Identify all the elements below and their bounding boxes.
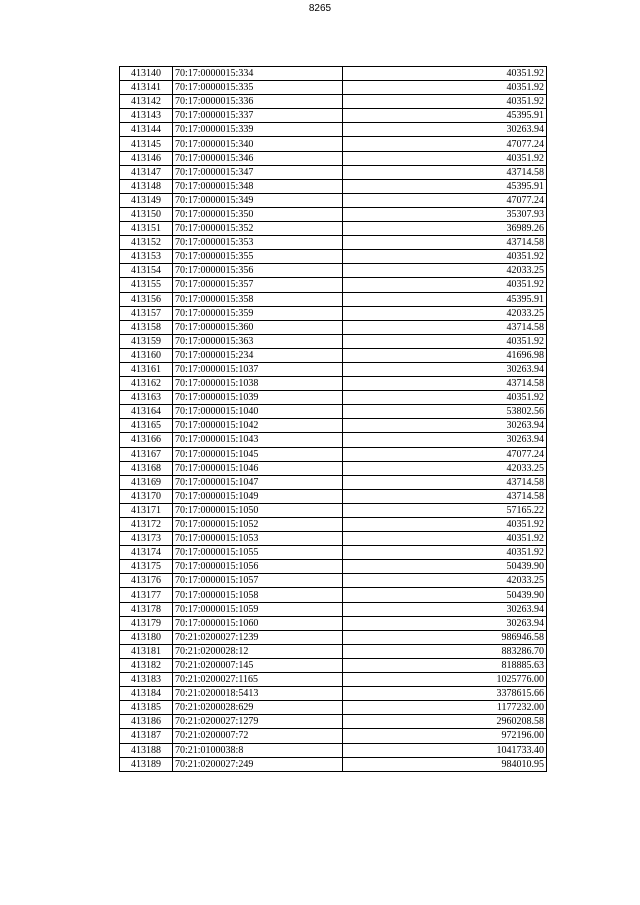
value-cell: 42033.25 bbox=[343, 461, 547, 475]
row-number-cell: 413162 bbox=[120, 377, 173, 391]
row-number-cell: 413167 bbox=[120, 447, 173, 461]
page-number: 8265 bbox=[308, 3, 332, 14]
cadastral-number-cell: 70:17:0000015:340 bbox=[173, 137, 343, 151]
table-row bbox=[120, 334, 547, 348]
cadastral-number-cell: 70:17:0000015:349 bbox=[173, 193, 343, 207]
cadastral-number-cell: 70:17:0000015:352 bbox=[173, 222, 343, 236]
cadastral-number-cell: 70:21:0200027:249 bbox=[173, 757, 343, 771]
value-cell: 50439.90 bbox=[343, 588, 547, 602]
value-cell: 53802.56 bbox=[343, 405, 547, 419]
cadastral-number-cell: 70:21:0200028:12 bbox=[173, 644, 343, 658]
table-row bbox=[120, 757, 547, 771]
value-cell: 42033.25 bbox=[343, 306, 547, 320]
cadastral-number-cell: 70:21:0200007:145 bbox=[173, 658, 343, 672]
row-number-cell: 413158 bbox=[120, 320, 173, 334]
value-cell: 1025776.00 bbox=[343, 673, 547, 687]
value-cell: 818885.63 bbox=[343, 658, 547, 672]
value-cell: 30263.94 bbox=[343, 362, 547, 376]
cadastral-number-cell: 70:21:0200028:629 bbox=[173, 701, 343, 715]
table-row bbox=[120, 123, 547, 137]
table-row bbox=[120, 701, 547, 715]
table-row bbox=[120, 151, 547, 165]
value-cell: 41696.98 bbox=[343, 348, 547, 362]
row-number-cell: 413188 bbox=[120, 743, 173, 757]
cadastral-number-cell: 70:17:0000015:1038 bbox=[173, 377, 343, 391]
table-row bbox=[120, 165, 547, 179]
table-row bbox=[120, 278, 547, 292]
cadastral-number-cell: 70:17:0000015:1037 bbox=[173, 362, 343, 376]
table-row bbox=[120, 377, 547, 391]
row-number-cell: 413171 bbox=[120, 503, 173, 517]
value-cell: 43714.58 bbox=[343, 236, 547, 250]
value-cell: 40351.92 bbox=[343, 151, 547, 165]
row-number-cell: 413186 bbox=[120, 715, 173, 729]
cadastral-number-cell: 70:17:0000015:1055 bbox=[173, 546, 343, 560]
cadastral-number-cell: 70:17:0000015:1057 bbox=[173, 574, 343, 588]
value-cell: 40351.92 bbox=[343, 278, 547, 292]
row-number-cell: 413143 bbox=[120, 109, 173, 123]
row-number-cell: 413148 bbox=[120, 179, 173, 193]
value-cell: 1177232.00 bbox=[343, 701, 547, 715]
value-cell: 30263.94 bbox=[343, 602, 547, 616]
value-cell: 30263.94 bbox=[343, 419, 547, 433]
row-number-cell: 413179 bbox=[120, 616, 173, 630]
row-number-cell: 413174 bbox=[120, 546, 173, 560]
value-cell: 35307.93 bbox=[343, 207, 547, 221]
table-row bbox=[120, 67, 547, 81]
value-cell: 40351.92 bbox=[343, 250, 547, 264]
table-row bbox=[120, 250, 547, 264]
table-row bbox=[120, 264, 547, 278]
table-row bbox=[120, 673, 547, 687]
row-number-cell: 413169 bbox=[120, 475, 173, 489]
cadastral-number-cell: 70:17:0000015:357 bbox=[173, 278, 343, 292]
value-cell: 43714.58 bbox=[343, 377, 547, 391]
value-cell: 2960208.58 bbox=[343, 715, 547, 729]
value-cell: 883286.70 bbox=[343, 644, 547, 658]
cadastral-number-cell: 70:17:0000015:1039 bbox=[173, 391, 343, 405]
table-row bbox=[120, 602, 547, 616]
cadastral-number-cell: 70:17:0000015:355 bbox=[173, 250, 343, 264]
row-number-cell: 413164 bbox=[120, 405, 173, 419]
value-cell: 45395.91 bbox=[343, 109, 547, 123]
row-number-cell: 413156 bbox=[120, 292, 173, 306]
row-number-cell: 413181 bbox=[120, 644, 173, 658]
cadastral-number-cell: 70:17:0000015:360 bbox=[173, 320, 343, 334]
cadastral-number-cell: 70:17:0000015:353 bbox=[173, 236, 343, 250]
value-cell: 45395.91 bbox=[343, 179, 547, 193]
value-cell: 3378615.66 bbox=[343, 687, 547, 701]
row-number-cell: 413176 bbox=[120, 574, 173, 588]
row-number-cell: 413163 bbox=[120, 391, 173, 405]
value-cell: 40351.92 bbox=[343, 67, 547, 81]
cadastral-number-cell: 70:17:0000015:339 bbox=[173, 123, 343, 137]
row-number-cell: 413144 bbox=[120, 123, 173, 137]
row-number-cell: 413185 bbox=[120, 701, 173, 715]
cadastral-number-cell: 70:17:0000015:1052 bbox=[173, 518, 343, 532]
cadastral-number-cell: 70:17:0000015:346 bbox=[173, 151, 343, 165]
value-cell: 47077.24 bbox=[343, 193, 547, 207]
cadastral-number-cell: 70:21:0200007:72 bbox=[173, 729, 343, 743]
cadastral-number-cell: 70:17:0000015:1049 bbox=[173, 489, 343, 503]
cadastral-number-cell: 70:17:0000015:359 bbox=[173, 306, 343, 320]
table-row bbox=[120, 95, 547, 109]
row-number-cell: 413157 bbox=[120, 306, 173, 320]
value-cell: 40351.92 bbox=[343, 532, 547, 546]
row-number-cell: 413182 bbox=[120, 658, 173, 672]
row-number-cell: 413166 bbox=[120, 433, 173, 447]
value-cell: 40351.92 bbox=[343, 391, 547, 405]
table-row bbox=[120, 532, 547, 546]
table-row bbox=[120, 348, 547, 362]
table-row bbox=[120, 391, 547, 405]
table-row bbox=[120, 207, 547, 221]
table-row bbox=[120, 503, 547, 517]
value-cell: 57165.22 bbox=[343, 503, 547, 517]
row-number-cell: 413154 bbox=[120, 264, 173, 278]
row-number-cell: 413183 bbox=[120, 673, 173, 687]
value-cell: 42033.25 bbox=[343, 264, 547, 278]
row-number-cell: 413152 bbox=[120, 236, 173, 250]
table-row bbox=[120, 630, 547, 644]
value-cell: 972196.00 bbox=[343, 729, 547, 743]
cadastral-number-cell: 70:17:0000015:363 bbox=[173, 334, 343, 348]
row-number-cell: 413146 bbox=[120, 151, 173, 165]
table-row bbox=[120, 81, 547, 95]
value-cell: 45395.91 bbox=[343, 292, 547, 306]
cadastral-number-cell: 70:17:0000015:348 bbox=[173, 179, 343, 193]
cadastral-number-cell: 70:17:0000015:336 bbox=[173, 95, 343, 109]
value-cell: 36989.26 bbox=[343, 222, 547, 236]
table-row bbox=[120, 489, 547, 503]
cadastral-number-cell: 70:17:0000015:337 bbox=[173, 109, 343, 123]
table-row bbox=[120, 616, 547, 630]
value-cell: 40351.92 bbox=[343, 334, 547, 348]
row-number-cell: 413155 bbox=[120, 278, 173, 292]
row-number-cell: 413170 bbox=[120, 489, 173, 503]
cadastral-number-cell: 70:21:0100038:8 bbox=[173, 743, 343, 757]
value-cell: 43714.58 bbox=[343, 165, 547, 179]
value-cell: 40351.92 bbox=[343, 81, 547, 95]
table-row bbox=[120, 461, 547, 475]
table-row bbox=[120, 447, 547, 461]
table-row bbox=[120, 306, 547, 320]
table-row bbox=[120, 405, 547, 419]
cadastral-number-cell: 70:17:0000015:347 bbox=[173, 165, 343, 179]
table-row bbox=[120, 109, 547, 123]
value-cell: 47077.24 bbox=[343, 447, 547, 461]
row-number-cell: 413159 bbox=[120, 334, 173, 348]
cadastral-number-cell: 70:17:0000015:1053 bbox=[173, 532, 343, 546]
table-row bbox=[120, 475, 547, 489]
row-number-cell: 413177 bbox=[120, 588, 173, 602]
value-cell: 1041733.40 bbox=[343, 743, 547, 757]
row-number-cell: 413168 bbox=[120, 461, 173, 475]
table-row bbox=[120, 574, 547, 588]
table-row bbox=[120, 658, 547, 672]
cadastral-number-cell: 70:17:0000015:1040 bbox=[173, 405, 343, 419]
value-cell: 984010.95 bbox=[343, 757, 547, 771]
table-row bbox=[120, 320, 547, 334]
table-row bbox=[120, 729, 547, 743]
cadastral-number-cell: 70:17:0000015:1042 bbox=[173, 419, 343, 433]
table-row bbox=[120, 362, 547, 376]
row-number-cell: 413150 bbox=[120, 207, 173, 221]
cadastral-number-cell: 70:21:0200027:1239 bbox=[173, 630, 343, 644]
table-row bbox=[120, 236, 547, 250]
value-cell: 43714.58 bbox=[343, 320, 547, 334]
table-row bbox=[120, 644, 547, 658]
value-cell: 43714.58 bbox=[343, 489, 547, 503]
row-number-cell: 413180 bbox=[120, 630, 173, 644]
table-row bbox=[120, 433, 547, 447]
value-cell: 47077.24 bbox=[343, 137, 547, 151]
table-row bbox=[120, 560, 547, 574]
cadastral-number-cell: 70:17:0000015:350 bbox=[173, 207, 343, 221]
table-row bbox=[120, 193, 547, 207]
value-cell: 30263.94 bbox=[343, 616, 547, 630]
cadastral-number-cell: 70:17:0000015:1059 bbox=[173, 602, 343, 616]
cadastral-number-cell: 70:17:0000015:234 bbox=[173, 348, 343, 362]
value-cell: 986946.58 bbox=[343, 630, 547, 644]
row-number-cell: 413187 bbox=[120, 729, 173, 743]
value-cell: 40351.92 bbox=[343, 546, 547, 560]
value-cell: 43714.58 bbox=[343, 475, 547, 489]
row-number-cell: 413145 bbox=[120, 137, 173, 151]
row-number-cell: 413161 bbox=[120, 362, 173, 376]
cadastral-number-cell: 70:17:0000015:334 bbox=[173, 67, 343, 81]
row-number-cell: 413153 bbox=[120, 250, 173, 264]
row-number-cell: 413178 bbox=[120, 602, 173, 616]
cadastral-number-cell: 70:21:0200018:5413 bbox=[173, 687, 343, 701]
cadastral-number-cell: 70:17:0000015:1060 bbox=[173, 616, 343, 630]
table-row bbox=[120, 715, 547, 729]
cadastral-number-cell: 70:21:0200027:1279 bbox=[173, 715, 343, 729]
cadastral-number-cell: 70:17:0000015:356 bbox=[173, 264, 343, 278]
row-number-cell: 413189 bbox=[120, 757, 173, 771]
table-row bbox=[120, 292, 547, 306]
table-row bbox=[120, 546, 547, 560]
cadastral-number-cell: 70:17:0000015:1058 bbox=[173, 588, 343, 602]
row-number-cell: 413165 bbox=[120, 419, 173, 433]
table-row bbox=[120, 518, 547, 532]
row-number-cell: 413140 bbox=[120, 67, 173, 81]
value-cell: 30263.94 bbox=[343, 123, 547, 137]
cadastral-number-cell: 70:17:0000015:1045 bbox=[173, 447, 343, 461]
table-row bbox=[120, 179, 547, 193]
row-number-cell: 413147 bbox=[120, 165, 173, 179]
value-cell: 30263.94 bbox=[343, 433, 547, 447]
cadastral-number-cell: 70:17:0000015:335 bbox=[173, 81, 343, 95]
row-number-cell: 413184 bbox=[120, 687, 173, 701]
row-number-cell: 413175 bbox=[120, 560, 173, 574]
row-number-cell: 413172 bbox=[120, 518, 173, 532]
value-cell: 50439.90 bbox=[343, 560, 547, 574]
row-number-cell: 413160 bbox=[120, 348, 173, 362]
row-number-cell: 413141 bbox=[120, 81, 173, 95]
table-row bbox=[120, 743, 547, 757]
cadastral-number-cell: 70:17:0000015:1046 bbox=[173, 461, 343, 475]
cadastral-number-cell: 70:21:0200027:1165 bbox=[173, 673, 343, 687]
row-number-cell: 413149 bbox=[120, 193, 173, 207]
cadastral-number-cell: 70:17:0000015:1050 bbox=[173, 503, 343, 517]
value-cell: 42033.25 bbox=[343, 574, 547, 588]
table-row bbox=[120, 222, 547, 236]
value-cell: 40351.92 bbox=[343, 518, 547, 532]
table-row bbox=[120, 419, 547, 433]
row-number-cell: 413151 bbox=[120, 222, 173, 236]
row-number-cell: 413173 bbox=[120, 532, 173, 546]
cadastral-number-cell: 70:17:0000015:1047 bbox=[173, 475, 343, 489]
data-table bbox=[119, 66, 547, 772]
cadastral-number-cell: 70:17:0000015:358 bbox=[173, 292, 343, 306]
table-row bbox=[120, 588, 547, 602]
value-cell: 40351.92 bbox=[343, 95, 547, 109]
table-body bbox=[120, 67, 547, 772]
table-row bbox=[120, 687, 547, 701]
row-number-cell: 413142 bbox=[120, 95, 173, 109]
cadastral-number-cell: 70:17:0000015:1043 bbox=[173, 433, 343, 447]
cadastral-number-cell: 70:17:0000015:1056 bbox=[173, 560, 343, 574]
table-row bbox=[120, 137, 547, 151]
